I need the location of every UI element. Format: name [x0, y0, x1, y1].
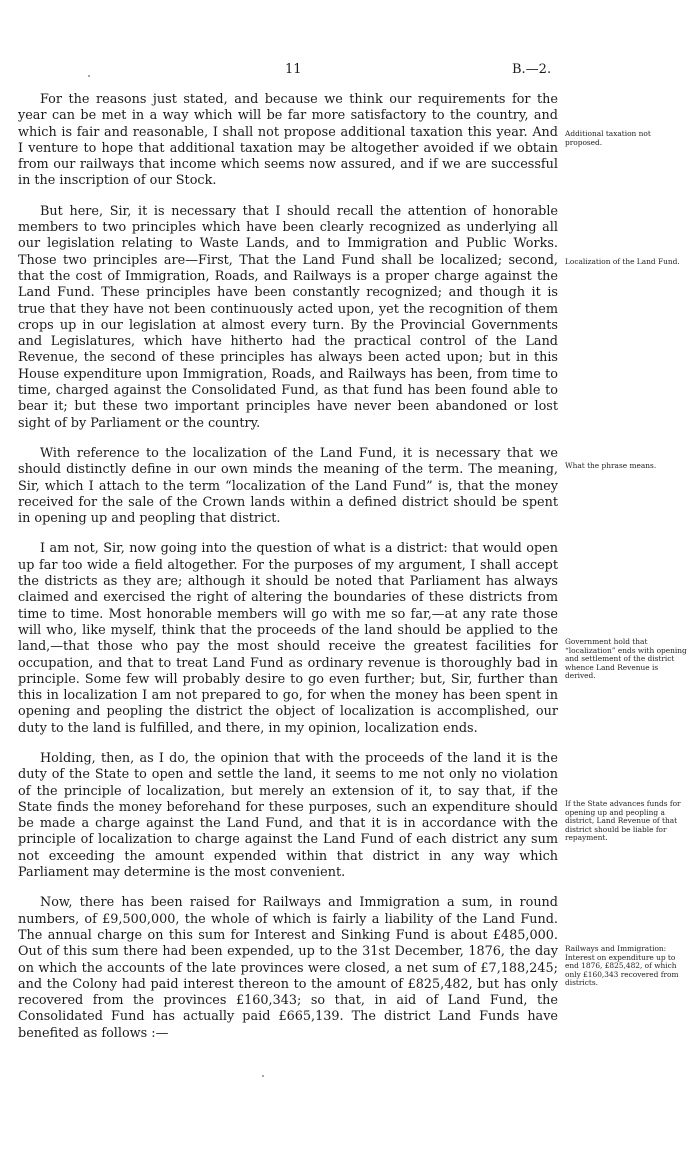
paragraph-3: With reference to the localization of the Land Fund, it is necessary that we should distinctly define in our own minds the meaning of the term. The meaning, Sir, which I attach to the term “localization of the Land Fund” is, that the money received for the sale of the Crown lands within a defined district should be spent in opening up and peopling that district. — [18, 445, 558, 527]
page-number: 11 — [285, 62, 302, 77]
paragraph-5: Holding, then, as I do, the opinion that with the proceeds of the land it is the duty of the State to open and settle the land, it seems to me not only no violation of the principle of localization, but merely an extension of it, to say that, if the State finds the money beforehand for these purposes, such an expenditure should be made a charge against the Land Fund, and that it is in accordance with the principle of localization to charge against the Land Fund of each district any sum not exceeding the amount expended within that district in any way which Parliament may determine is the most convenient. — [18, 750, 558, 881]
margin-note-government-hold: Government hold that “localization” ends with opening and settlement of the district whence Land Revenue is derived. — [565, 637, 687, 681]
paragraph-1: For the reasons just stated, and because we think our requirements for the year can be met in a way which will be far more satisfactory to the country, and which is fair and reasonable, I shall not propose additional taxation this year. And I venture to hope that additional taxation may be altogether avoided if we obtain from our railways that income which seems now assured, and if we are successful in the inscription of our Stock. — [18, 92, 558, 189]
paragraph-2: But here, Sir, it is necessary that I should recall the attention of honorable members to two principles which have been clearly recognized as underlying all our legislation relating to Waste Lands, and to Immigration and Public Works. Those two principles are—First, That the Land Fund shall be localized; second, that the cost of Immigration, Roads, and Railways is a proper charge against the Land Fund. These principles have been constantly recognized; and though it is true that they have not been continuously acted upon, yet the recognition of them crops up in our legislation at almost every turn. By the Provincial Governments and Legislatures, which have hitherto had the practical control of the Land Revenue, the second of these principles has always been acted upon; but in this House expenditure upon Immigration, Roads, and Railways has been, from time to time, charged against the Consolidated Fund, as that fund has been found able to bear it; but these two important principles have never been abandoned or lost sight of by Parliament or the country. — [18, 203, 558, 431]
margin-note-state-advances: If the State advances funds for opening up and peopling a district, Land Revenue of that district should be liable for repayment. — [565, 799, 681, 843]
margin-note-taxation: Additional taxation not proposed. — [565, 129, 651, 147]
print-speck — [262, 1075, 264, 1077]
margin-note-localization: Localization of the Land Fund. — [565, 257, 680, 266]
document-reference: B.—2. — [512, 62, 552, 77]
margin-note-phrase-meaning: What the phrase means. — [565, 461, 657, 470]
paragraph-6: Now, there has been raised for Railways and Immigration a sum, in round numbers, of £9,500,000, the whole of which is fairly a liability of the Land Fund. The annual charge on this sum for Interest and Sinking Fund is about £485,000. Out of this sum there had been expended, up to the 31st December, 1876, the day on which the accounts of the late provinces were closed, a net sum of £7,188,245; and the Colony had paid interest thereon to the amount of £825,482, but has only recovered from the provinces £160,343; so that, in aid of Land Fund, the Consolidated Fund has actually paid £665,139. The district Land Funds have benefited as follows :— — [18, 895, 558, 1041]
paragraph-4: I am not, Sir, now going into the question of what is a district: that would open up far too wide a field altogether. For the purposes of my argument, I shall accept the districts as they are; although it should be noted that Parliament has always claimed and exercised the right of altering the boundaries of these districts from time to time. Most honorable members will go with me so far,—at any rate those will who, like myself, think that the proceeds of the land should be applied to the land,—that those who pay the most should receive the greatest facilities for occupation, and that to treat Land Fund as ordinary revenue is thoroughly bad in principle. Some few will probably desire to go even further; but, Sir, further than this in localization I am not prepared to go, for when the money has been spent in opening and peopling the district the object of localization is accomplished, our duty to the land is fulfilled, and there, in my opinion, localization ends. — [18, 541, 558, 736]
print-speck — [88, 75, 90, 77]
body-text — [18, 92, 558, 1056]
margin-note-railways-immigration: Railways and Immigration: Interest on expenditure up to end 1876, £825,482, of which only £160,343 recovered from districts. — [565, 944, 679, 988]
